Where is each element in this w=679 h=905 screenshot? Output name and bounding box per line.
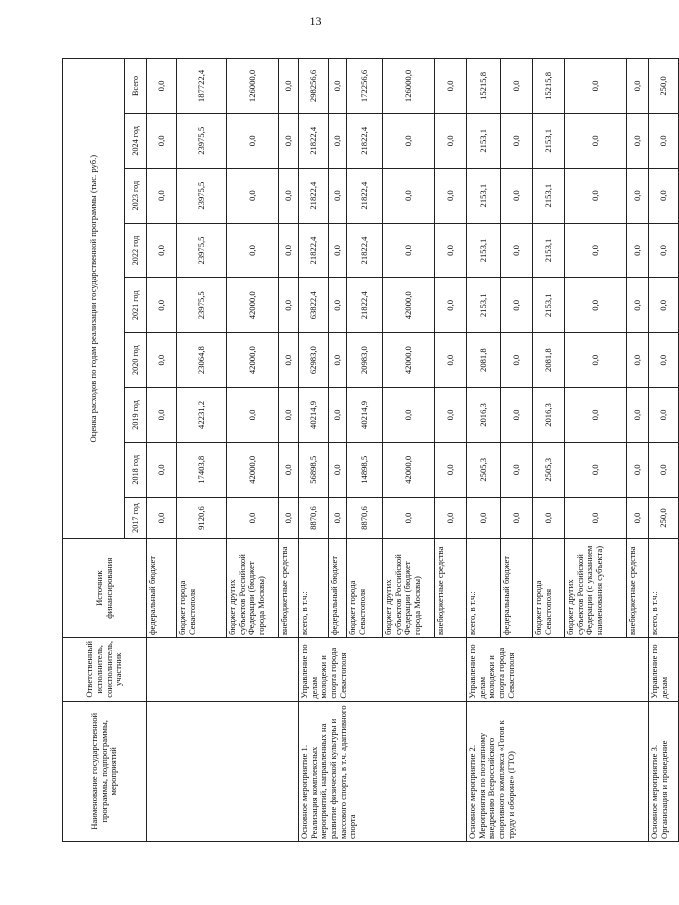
amount-cell: 0,0 (147, 388, 177, 443)
amount-cell: 0,0 (279, 388, 299, 443)
amount-cell: 0,0 (329, 442, 347, 497)
amount-cell: 8870,6 (347, 497, 383, 539)
amount-cell: 0,0 (627, 388, 649, 443)
amount-cell: 23975,5 (177, 168, 227, 223)
amount-cell: 42000,0 (227, 278, 279, 333)
amount-cell: 0,0 (435, 442, 467, 497)
amount-cell: 0,0 (565, 333, 627, 388)
amount-cell: 21822,4 (347, 113, 383, 168)
amount-cell: 0,0 (435, 59, 467, 114)
amount-cell: 2505,3 (467, 442, 501, 497)
amount-cell: 2153,1 (533, 278, 565, 333)
amount-cell: 0,0 (279, 113, 299, 168)
amount-cell: 42231,2 (177, 388, 227, 443)
amount-cell: 0,0 (329, 497, 347, 539)
amount-cell: 23975,5 (177, 278, 227, 333)
amount-cell: 0,0 (279, 223, 299, 278)
amount-cell: 0,0 (565, 497, 627, 539)
activity-name: Основное мероприятие 1. Реализация комплексных мероприятий, направленных на развитие физической культуры и массового спорта, в т.ч. адаптивного спорта (299, 701, 467, 841)
amount-cell: 0,0 (329, 278, 347, 333)
amount-cell: 0,0 (435, 278, 467, 333)
amount-cell: 0,0 (501, 278, 533, 333)
funding-source: бюджет города Севастополя (533, 539, 565, 638)
activity-name (147, 701, 299, 841)
amount-cell: 0,0 (501, 168, 533, 223)
responsible-executor: Управление по делам молодежи и спорта города Севастополя (299, 638, 467, 702)
amount-cell: 2153,1 (533, 168, 565, 223)
amount-cell: 0,0 (627, 168, 649, 223)
amount-cell: 42000,0 (383, 442, 435, 497)
amount-cell: 250,0 (649, 59, 679, 114)
table-row (299, 59, 329, 842)
amount-cell: 2153,1 (533, 113, 565, 168)
amount-cell: 40214,9 (347, 388, 383, 443)
amount-cell: 0,0 (627, 333, 649, 388)
amount-cell: 0,0 (227, 223, 279, 278)
amount-cell: 0,0 (649, 168, 679, 223)
amount-cell: 2016,3 (533, 388, 565, 443)
amount-cell: 0,0 (501, 442, 533, 497)
amount-cell: 2153,1 (467, 223, 501, 278)
header-responsible: Ответственный исполнитель, соисполнитель, участник (63, 638, 147, 702)
amount-cell: 0,0 (435, 223, 467, 278)
amount-cell: 0,0 (227, 168, 279, 223)
amount-cell: 0,0 (627, 223, 649, 278)
funding-source: бюджет города Севастополя (347, 539, 383, 638)
table-row (467, 59, 501, 842)
year-header: 2021 год (125, 278, 147, 333)
amount-cell: 0,0 (649, 442, 679, 497)
amount-cell: 0,0 (383, 223, 435, 278)
amount-cell: 0,0 (279, 497, 299, 539)
amount-cell: 0,0 (649, 278, 679, 333)
amount-cell: 0,0 (329, 168, 347, 223)
amount-cell: 0,0 (501, 333, 533, 388)
year-header: 2020 год (125, 333, 147, 388)
amount-cell: 2081,8 (467, 333, 501, 388)
amount-cell: 0,0 (565, 278, 627, 333)
amount-cell: 63822,4 (299, 278, 329, 333)
amount-cell: 0,0 (383, 388, 435, 443)
amount-cell: 2505,3 (533, 442, 565, 497)
amount-cell: 0,0 (147, 442, 177, 497)
amount-cell: 23975,5 (177, 223, 227, 278)
amount-cell: 0,0 (627, 497, 649, 539)
amount-cell: 2016,3 (467, 388, 501, 443)
amount-cell: 2153,1 (467, 278, 501, 333)
amount-cell: 0,0 (565, 113, 627, 168)
year-header: 2019 год (125, 388, 147, 443)
amount-cell: 62983,0 (299, 333, 329, 388)
amount-cell: 2153,1 (467, 168, 501, 223)
amount-cell: 0,0 (147, 278, 177, 333)
amount-cell: 0,0 (329, 113, 347, 168)
amount-cell: 0,0 (565, 442, 627, 497)
funding-source: всего, в т.ч.: (467, 539, 501, 638)
amount-cell: 0,0 (649, 113, 679, 168)
amount-cell: 0,0 (501, 59, 533, 114)
amount-cell: 2081,8 (533, 333, 565, 388)
amount-cell: 56898,5 (299, 442, 329, 497)
amount-cell: 42000,0 (227, 442, 279, 497)
amount-cell: 0,0 (279, 168, 299, 223)
amount-cell: 126000,0 (383, 59, 435, 114)
amount-cell: 0,0 (227, 113, 279, 168)
header-name: Наименование государственной программы, подпрограммы, мероприятий (63, 701, 147, 841)
amount-cell: 172256,6 (347, 59, 383, 114)
amount-cell: 187722,4 (177, 59, 227, 114)
amount-cell: 0,0 (435, 388, 467, 443)
funding-source: всего, в т.ч.: (299, 539, 329, 638)
amount-cell: 0,0 (227, 388, 279, 443)
amount-cell: 0,0 (329, 223, 347, 278)
year-header: 2017 год (125, 497, 147, 539)
amount-cell: 0,0 (627, 278, 649, 333)
amount-cell: 21822,4 (347, 168, 383, 223)
amount-cell: 23975,5 (177, 113, 227, 168)
amount-cell: 42000,0 (383, 278, 435, 333)
funding-source: внебюджетные средства (279, 539, 299, 638)
amount-cell: 0,0 (649, 333, 679, 388)
amount-cell: 2153,1 (467, 113, 501, 168)
funding-source: федеральный бюджет (147, 539, 177, 638)
amount-cell: 0,0 (435, 113, 467, 168)
amount-cell: 0,0 (627, 59, 649, 114)
amount-cell: 126000,0 (227, 59, 279, 114)
activity-name: Основное мероприятие 2. Мероприятия по поэтапному внедрению Всероссийского спортивного комплекса «Готов к труду и обороне» (ГТО) (467, 701, 649, 841)
amount-cell: 15215,8 (467, 59, 501, 114)
year-header: 2022 год (125, 223, 147, 278)
amount-cell: 0,0 (565, 223, 627, 278)
amount-cell: 0,0 (627, 442, 649, 497)
amount-cell: 21822,4 (299, 168, 329, 223)
amount-cell: 0,0 (649, 388, 679, 443)
amount-cell: 0,0 (435, 497, 467, 539)
amount-cell: 42000,0 (227, 333, 279, 388)
rotated-table-wrapper (62, 58, 669, 842)
amount-cell: 0,0 (383, 168, 435, 223)
amount-cell: 0,0 (147, 168, 177, 223)
amount-cell: 42000,0 (383, 333, 435, 388)
funding-source: бюджет города Севастополя (177, 539, 227, 638)
amount-cell: 0,0 (435, 333, 467, 388)
amount-cell: 250,0 (649, 497, 679, 539)
amount-cell: 21822,4 (347, 223, 383, 278)
amount-cell: 23064,8 (177, 333, 227, 388)
funding-source: бюджет других субъектов Российской Федерации (бюджет города Москвы) (227, 539, 279, 638)
funding-source: федеральный бюджет (329, 539, 347, 638)
amount-cell: 0,0 (649, 223, 679, 278)
amount-cell: 14898,5 (347, 442, 383, 497)
funding-source: бюджет других субъектов Российской Федерации (бюджет города Москвы) (383, 539, 435, 638)
amount-cell: 0,0 (329, 59, 347, 114)
year-header: 2023 год (125, 168, 147, 223)
amount-cell: 0,0 (533, 497, 565, 539)
year-header: Всего (125, 59, 147, 114)
header-estimate: Оценка расходов по годам реализации государственной программы (тыс. руб.) (63, 59, 125, 539)
amount-cell: 21822,4 (299, 223, 329, 278)
page-number: 13 (309, 14, 322, 28)
amount-cell: 21822,4 (347, 278, 383, 333)
funding-source: всего, в т.ч.: (649, 539, 679, 638)
amount-cell: 0,0 (227, 497, 279, 539)
amount-cell: 0,0 (565, 168, 627, 223)
amount-cell: 0,0 (279, 59, 299, 114)
amount-cell: 0,0 (435, 168, 467, 223)
amount-cell: 0,0 (501, 113, 533, 168)
amount-cell: 0,0 (627, 113, 649, 168)
amount-cell: 0,0 (383, 497, 435, 539)
amount-cell: 0,0 (329, 333, 347, 388)
funding-source: федеральный бюджет (501, 539, 533, 638)
responsible-executor: Управление по делам молодежи и спорта города Севастополя (467, 638, 649, 702)
amount-cell: 17403,8 (177, 442, 227, 497)
amount-cell: 0,0 (279, 278, 299, 333)
amount-cell: 0,0 (279, 442, 299, 497)
amount-cell: 40214,9 (299, 388, 329, 443)
amount-cell: 0,0 (501, 388, 533, 443)
funding-source: внебюджетные средства (627, 539, 649, 638)
budget-table (62, 58, 679, 842)
amount-cell: 0,0 (383, 113, 435, 168)
amount-cell: 0,0 (329, 388, 347, 443)
amount-cell: 0,0 (147, 497, 177, 539)
amount-cell: 0,0 (147, 333, 177, 388)
amount-cell: 0,0 (147, 223, 177, 278)
amount-cell: 20983,0 (347, 333, 383, 388)
funding-source: бюджет других субъектов Российской Федерации (с указанием наименования субъекта) (565, 539, 627, 638)
amount-cell: 0,0 (565, 388, 627, 443)
funding-source: внебюджетные средства (435, 539, 467, 638)
amount-cell: 0,0 (467, 497, 501, 539)
amount-cell: 0,0 (501, 497, 533, 539)
year-header: 2018 год (125, 442, 147, 497)
amount-cell: 0,0 (565, 59, 627, 114)
activity-name: Основное мероприятие 3. Организация и проведение (649, 701, 679, 841)
header-source: Источник финансирования (63, 539, 147, 638)
amount-cell: 15215,8 (533, 59, 565, 114)
amount-cell: 298256,6 (299, 59, 329, 114)
amount-cell: 2153,1 (533, 223, 565, 278)
table-row (649, 59, 679, 842)
amount-cell: 21822,4 (299, 113, 329, 168)
amount-cell: 0,0 (501, 223, 533, 278)
amount-cell: 0,0 (279, 333, 299, 388)
amount-cell: 0,0 (147, 59, 177, 114)
responsible-executor (147, 638, 299, 702)
year-header: 2024 год (125, 113, 147, 168)
table-row (147, 59, 177, 842)
amount-cell: 8870,6 (299, 497, 329, 539)
amount-cell: 9120,6 (177, 497, 227, 539)
amount-cell: 0,0 (147, 113, 177, 168)
responsible-executor: Управление по делам (649, 638, 679, 702)
